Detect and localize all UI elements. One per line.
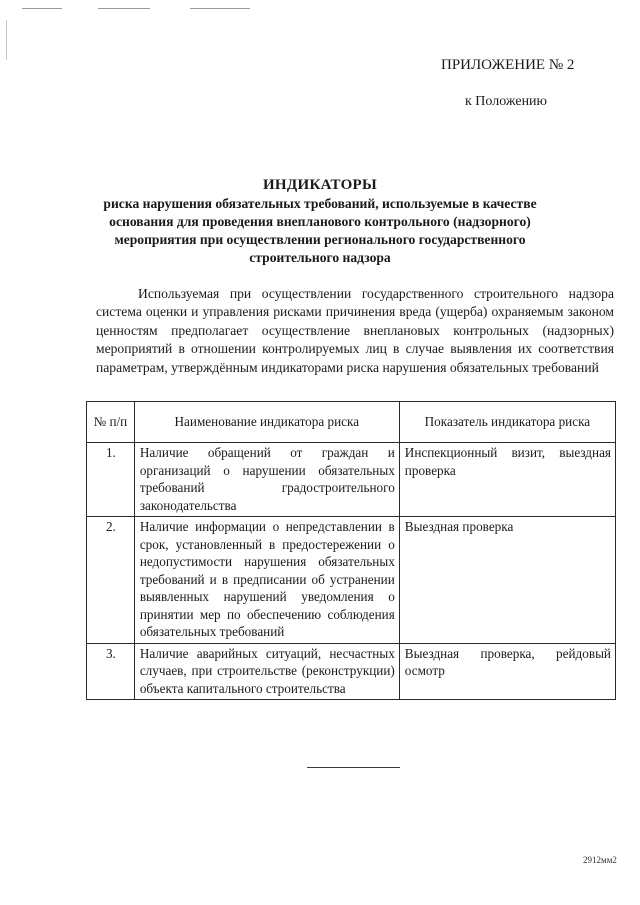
row-num: 3.: [87, 643, 135, 700]
table-row: [87, 517, 616, 644]
document-title: ИНДИКАТОРЫ: [262, 177, 378, 193]
row-value: Выездная проверка: [399, 517, 615, 644]
scan-artifact: [22, 8, 62, 9]
header-indicator: Наименование индикатора риска: [134, 402, 399, 443]
scan-artifact: [190, 8, 250, 9]
scan-artifact: [6, 20, 7, 60]
header-num: № п/п: [87, 402, 135, 443]
row-indicator: Наличие аварийных ситуаций, несчастных случаев, при строительстве (реконструкции) объекта капитального строительства: [134, 643, 399, 700]
intro-paragraph: Используемая при осуществлении государственного строительного надзора система оценки и управления рисками причинения вреда (ущерба) охраняемым законом ценностям предполагает осуществление внеплановых контрольных (надзорных) мероприятий в отношении контролируемых лиц в случае выявления их соответствия параметрам, утверждённым индикаторами риска нарушения обязательных требований: [96, 286, 614, 375]
row-value: Выездная проверка, рейдовый осмотр: [399, 643, 615, 700]
table-row: [87, 643, 616, 700]
table-header-row: [87, 402, 616, 443]
row-indicator: Наличие информации о непредставлении в срок, установленный в предостережении о недопустимости нарушения обязательных требований и в предписании об устранении выявленных нарушений уведомления о принятии мер по обеспечению соблюдения обязательных требований: [134, 517, 399, 644]
table-row: [87, 443, 616, 517]
scan-artifact: [98, 8, 150, 9]
separator-line: [307, 767, 400, 768]
annex-subtitle: к Положению: [465, 94, 548, 109]
row-num: 2.: [87, 517, 135, 644]
risk-indicators-table: [86, 401, 616, 700]
header-value: Показатель индикатора риска: [399, 402, 615, 443]
document-subtitle: риска нарушения обязательных требований, используемые в качестве основания для проведения внепланового контрольного (надзорного) мероприятия при осуществлении регионального государственного строительного надзора: [103, 196, 537, 265]
document-code: 2912мм2: [583, 855, 617, 865]
annex-label: ПРИЛОЖЕНИЕ № 2: [441, 57, 575, 73]
row-indicator: Наличие обращений от граждан и организаций о нарушении обязательных требований градостроительного законодательства: [134, 443, 399, 517]
row-value: Инспекционный визит, выездная проверка: [399, 443, 615, 517]
row-num: 1.: [87, 443, 135, 517]
